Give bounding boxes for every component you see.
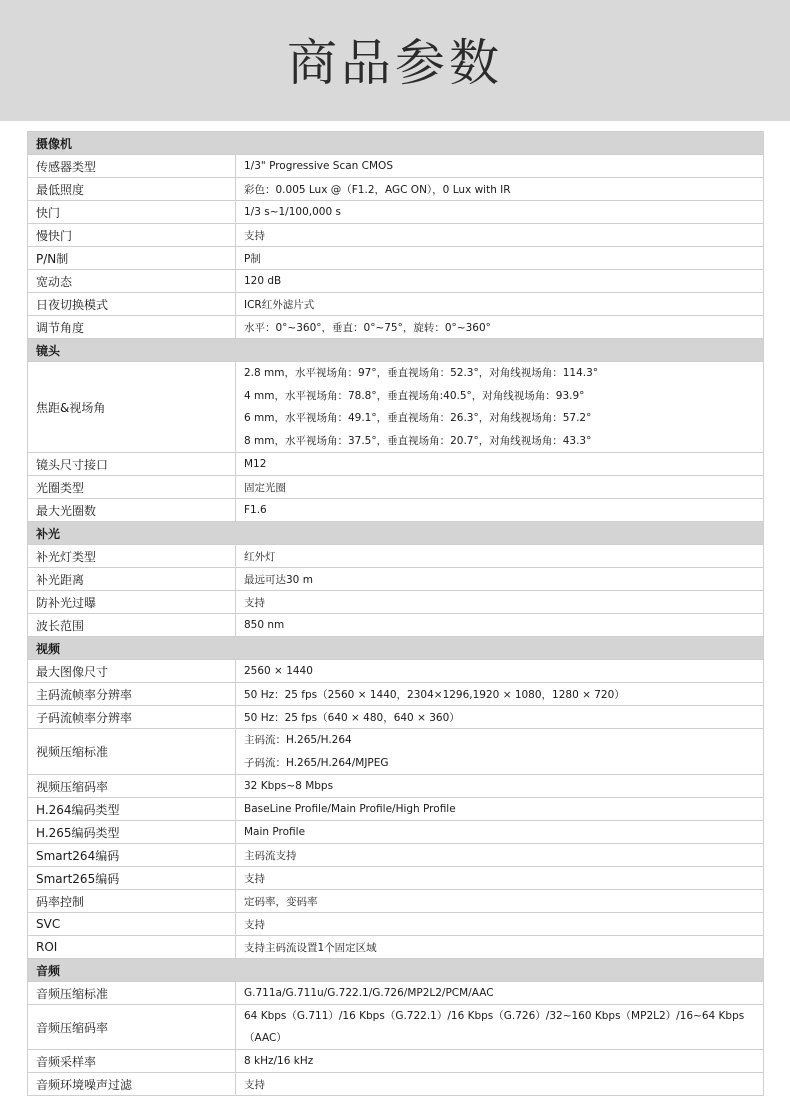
- table-row: [28, 568, 764, 591]
- param-value: [236, 729, 764, 775]
- param-value: 支持: [236, 591, 764, 614]
- param-value: 支持: [236, 867, 764, 890]
- param-name: 波长范围: [28, 614, 236, 637]
- table-row: [28, 178, 764, 201]
- table-row: [28, 890, 764, 913]
- table-row: [28, 476, 764, 499]
- table-row: [28, 591, 764, 614]
- param-value: 1/3 s~1/100,000 s: [236, 201, 764, 224]
- section-title: 摄像机: [28, 132, 764, 155]
- table-row: [28, 729, 764, 775]
- compression-line: 主码流：H.265/H.264: [244, 734, 352, 746]
- param-name: 最大图像尺寸: [28, 660, 236, 683]
- table-row: [28, 1005, 764, 1050]
- param-name: 音频压缩码率: [28, 1005, 236, 1050]
- param-value: 固定光圈: [236, 476, 764, 499]
- param-name: H.265编码类型: [28, 821, 236, 844]
- param-value: 50 Hz：25 fps（2560 × 1440，2304×1296,1920 × 1080，1280 × 720）: [236, 683, 764, 706]
- table-row: [28, 706, 764, 729]
- param-value: 最远可达30 m: [236, 568, 764, 591]
- page-title: 商品参数: [287, 34, 503, 92]
- param-name: P/N制: [28, 247, 236, 270]
- param-value: 120 dB: [236, 270, 764, 293]
- page-header: [0, 0, 790, 121]
- param-value: [236, 362, 764, 453]
- focal-line: 8 mm，水平视场角：37.5°，垂直视场角：20.7°，对角线视场角：43.3°: [244, 434, 592, 447]
- param-value: 2560 × 1440: [236, 660, 764, 683]
- table-row: [28, 775, 764, 798]
- table-row: [28, 270, 764, 293]
- focal-line: 4 mm，水平视场角：78.8°，垂直视场角:40.5°，对角线视场角：93.9°: [244, 389, 585, 402]
- table-row: [28, 224, 764, 247]
- param-value: 水平：0°~360°，垂直：0°~75°，旋转：0°~360°: [236, 316, 764, 339]
- param-value: 支持: [236, 224, 764, 247]
- table-row: [28, 683, 764, 706]
- param-value: 850 nm: [236, 614, 764, 637]
- param-value: 支持主码流设置1个固定区域: [236, 936, 764, 959]
- param-name: 子码流帧率分辨率: [28, 706, 236, 729]
- table-row: [28, 798, 764, 821]
- spec-table: [27, 131, 764, 1096]
- param-name: 最低照度: [28, 178, 236, 201]
- param-name: Smart264编码: [28, 844, 236, 867]
- param-name: 焦距&视场角: [28, 362, 236, 453]
- section-title: 音频: [28, 959, 764, 982]
- param-name: 日夜切换模式: [28, 293, 236, 316]
- compression-line: 子码流：H.265/H.264/MJPEG: [244, 756, 389, 769]
- param-name: 调节角度: [28, 316, 236, 339]
- section-header-lens: [28, 339, 764, 362]
- focal-line: 2.8 mm，水平视场角：97°，垂直视场角：52.3°，对角线视场角：114.3°: [244, 367, 599, 379]
- table-row: [28, 614, 764, 637]
- section-title: 补光: [28, 522, 764, 545]
- param-name: 防补光过曝: [28, 591, 236, 614]
- param-value: 32 Kbps~8 Mbps: [236, 775, 764, 798]
- param-name: 音频采样率: [28, 1050, 236, 1073]
- table-row: [28, 867, 764, 890]
- param-name: 音频压缩标准: [28, 982, 236, 1005]
- section-header-ir: [28, 522, 764, 545]
- section-header-video: [28, 637, 764, 660]
- table-row: [28, 982, 764, 1005]
- param-value: 支持: [236, 913, 764, 936]
- section-header-camera: [28, 132, 764, 155]
- table-row: [28, 247, 764, 270]
- focal-line: 6 mm，水平视场角：49.1°，垂直视场角：26.3°，对角线视场角：57.2°: [244, 412, 592, 424]
- param-name: 补光灯类型: [28, 545, 236, 568]
- param-name: 音频环境噪声过滤: [28, 1073, 236, 1096]
- param-value: 支持: [236, 1073, 764, 1096]
- param-name: 视频压缩码率: [28, 775, 236, 798]
- table-row: [28, 1073, 764, 1096]
- param-name: ROI: [28, 936, 236, 959]
- table-row: [28, 155, 764, 178]
- param-name: 镜头尺寸接口: [28, 453, 236, 476]
- param-value: G.711a/G.711u/G.722.1/G.726/MP2L2/PCM/AAC: [236, 982, 764, 1005]
- param-value: P制: [236, 247, 764, 270]
- param-value: 定码率，变码率: [236, 890, 764, 913]
- param-name: 慢快门: [28, 224, 236, 247]
- param-value: 8 kHz/16 kHz: [236, 1050, 764, 1073]
- table-row: [28, 316, 764, 339]
- param-value: F1.6: [236, 499, 764, 522]
- table-row: [28, 913, 764, 936]
- param-value: Main Profile: [236, 821, 764, 844]
- param-name: 宽动态: [28, 270, 236, 293]
- param-value: 彩色：0.005 Lux @（F1.2，AGC ON），0 Lux with IR: [236, 178, 764, 201]
- param-name: H.264编码类型: [28, 798, 236, 821]
- table-row: [28, 362, 764, 453]
- param-name: Smart265编码: [28, 867, 236, 890]
- table-row: [28, 201, 764, 224]
- param-name: 光圈类型: [28, 476, 236, 499]
- table-row: [28, 1050, 764, 1073]
- param-name: 码率控制: [28, 890, 236, 913]
- table-row: [28, 453, 764, 476]
- section-title: 视频: [28, 637, 764, 660]
- table-row: [28, 545, 764, 568]
- param-name: 快门: [28, 201, 236, 224]
- param-value: ICR红外滤片式: [236, 293, 764, 316]
- table-row: [28, 293, 764, 316]
- param-value: 主码流支持: [236, 844, 764, 867]
- table-row: [28, 660, 764, 683]
- param-name: 传感器类型: [28, 155, 236, 178]
- param-value: 64 Kbps（G.711）/16 Kbps（G.722.1）/16 Kbps（G.726）/32~160 Kbps（MP2L2）/16~64 Kbps（AAC）: [236, 1005, 764, 1050]
- table-row: [28, 936, 764, 959]
- table-row: [28, 844, 764, 867]
- spec-table-container: [27, 131, 763, 1096]
- param-value: 50 Hz：25 fps（640 × 480，640 × 360）: [236, 706, 764, 729]
- param-name: 最大光圈数: [28, 499, 236, 522]
- table-row: [28, 821, 764, 844]
- table-row: [28, 499, 764, 522]
- section-title: 镜头: [28, 339, 764, 362]
- param-value: 红外灯: [236, 545, 764, 568]
- param-value: 1/3" Progressive Scan CMOS: [236, 155, 764, 178]
- param-name: 视频压缩标准: [28, 729, 236, 775]
- param-name: 补光距离: [28, 568, 236, 591]
- param-name: 主码流帧率分辨率: [28, 683, 236, 706]
- section-header-audio: [28, 959, 764, 982]
- param-value: M12: [236, 453, 764, 476]
- param-name: SVC: [28, 913, 236, 936]
- param-value: BaseLine Profile/Main Profile/High Profile: [236, 798, 764, 821]
